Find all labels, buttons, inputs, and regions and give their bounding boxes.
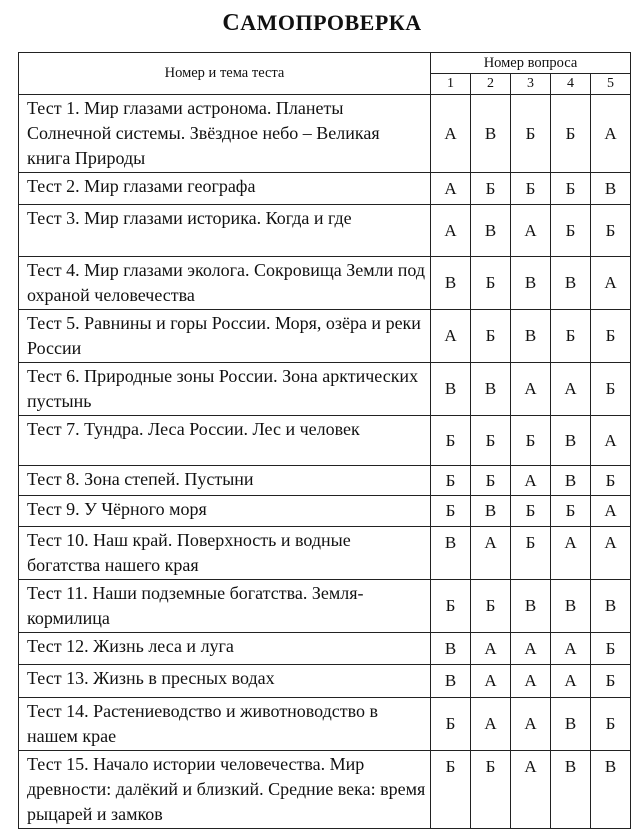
table-row bbox=[19, 257, 631, 310]
answer-cell: А bbox=[511, 205, 551, 257]
page-title: САМОПРОВЕРКА bbox=[222, 10, 422, 36]
table-row bbox=[19, 698, 631, 751]
question-number-3: 3 bbox=[511, 74, 551, 95]
table-row bbox=[19, 751, 631, 829]
answer-cell: Б bbox=[511, 95, 551, 173]
answer-cell: В bbox=[431, 527, 471, 580]
test-topic: Тест 6. Природные зоны России. Зона арктических пустынь bbox=[19, 363, 431, 416]
answer-cell: Б bbox=[591, 205, 631, 257]
answer-cell: Б bbox=[431, 751, 471, 829]
answer-cell: А bbox=[431, 310, 471, 363]
answer-cell: А bbox=[511, 363, 551, 416]
table-row bbox=[19, 580, 631, 633]
test-topic: Тест 10. Наш край. Поверхность и водные богатства нашего края bbox=[19, 527, 431, 580]
answer-cell: Б bbox=[591, 363, 631, 416]
answer-cell: А bbox=[511, 751, 551, 829]
answer-cell: А bbox=[431, 95, 471, 173]
table-row bbox=[19, 173, 631, 205]
test-topic: Тест 7. Тундра. Леса России. Лес и человек bbox=[19, 416, 431, 466]
answer-cell: Б bbox=[431, 416, 471, 466]
question-number-5: 5 bbox=[591, 74, 631, 95]
answer-cell: В bbox=[431, 257, 471, 310]
answer-cell: Б bbox=[431, 698, 471, 751]
answer-cell: В bbox=[471, 205, 511, 257]
answer-cell: Б bbox=[591, 466, 631, 496]
answer-cell: А bbox=[471, 665, 511, 698]
answer-cell: А bbox=[591, 527, 631, 580]
test-topic: Тест 12. Жизнь леса и луга bbox=[19, 633, 431, 665]
table-row bbox=[19, 95, 631, 173]
answer-table bbox=[18, 52, 631, 829]
answer-cell: А bbox=[591, 416, 631, 466]
answer-cell: А bbox=[431, 205, 471, 257]
answer-cell: В bbox=[471, 496, 511, 527]
answer-cell: В bbox=[591, 751, 631, 829]
test-topic: Тест 13. Жизнь в пресных водах bbox=[19, 665, 431, 698]
table-row bbox=[19, 527, 631, 580]
answer-cell: В bbox=[471, 363, 511, 416]
answer-cell: Б bbox=[591, 633, 631, 665]
answer-cell: В bbox=[591, 580, 631, 633]
answer-cell: Б bbox=[471, 173, 511, 205]
answer-cell: В bbox=[551, 257, 591, 310]
answer-cell: Б bbox=[431, 496, 471, 527]
test-topic: Тест 3. Мир глазами историка. Когда и где bbox=[19, 205, 431, 257]
table-row bbox=[19, 466, 631, 496]
answer-cell: Б bbox=[551, 310, 591, 363]
answer-cell: Б bbox=[431, 580, 471, 633]
answer-cell: А bbox=[591, 496, 631, 527]
table-row bbox=[19, 416, 631, 466]
answer-cell: А bbox=[511, 466, 551, 496]
answer-cell: Б bbox=[551, 95, 591, 173]
test-topic: Тест 14. Растениеводство и животноводство в нашем крае bbox=[19, 698, 431, 751]
answer-cell: Б bbox=[551, 496, 591, 527]
answer-cell: А bbox=[551, 363, 591, 416]
answer-cell: Б bbox=[511, 527, 551, 580]
answer-cell: В bbox=[511, 257, 551, 310]
table-row bbox=[19, 363, 631, 416]
answer-cell: В bbox=[551, 751, 591, 829]
test-topic: Тест 9. У Чёрного моря bbox=[19, 496, 431, 527]
answer-cell: В bbox=[431, 665, 471, 698]
test-topic: Тест 4. Мир глазами эколога. Сокровища Земли под охраной человечества bbox=[19, 257, 431, 310]
answer-cell: В bbox=[431, 633, 471, 665]
answer-cell: Б bbox=[471, 580, 511, 633]
answer-cell: Б bbox=[431, 466, 471, 496]
answer-cell: А bbox=[551, 665, 591, 698]
answer-cell: А bbox=[471, 633, 511, 665]
answer-cell: Б bbox=[591, 310, 631, 363]
answer-cell: А bbox=[551, 633, 591, 665]
question-number-1: 1 bbox=[431, 74, 471, 95]
answer-cell: А bbox=[471, 698, 511, 751]
test-topic: Тест 1. Мир глазами астронома. Планеты Солнечной системы. Звёздное небо – Великая книга Природы bbox=[19, 95, 431, 173]
table-row bbox=[19, 665, 631, 698]
answer-cell: В bbox=[471, 95, 511, 173]
question-number-header: Номер вопроса bbox=[431, 53, 631, 74]
answer-cell: А bbox=[511, 698, 551, 751]
answer-cell: Б bbox=[471, 751, 511, 829]
answer-cell: А bbox=[431, 173, 471, 205]
test-topic: Тест 11. Наши подземные богатства. Земля-кормилица bbox=[19, 580, 431, 633]
answer-cell: В bbox=[591, 173, 631, 205]
answer-cell: В bbox=[551, 466, 591, 496]
answer-cell: А bbox=[471, 527, 511, 580]
answer-cell: В bbox=[551, 416, 591, 466]
test-topic: Тест 2. Мир глазами географа bbox=[19, 173, 431, 205]
table-row bbox=[19, 310, 631, 363]
answer-cell: А bbox=[551, 527, 591, 580]
question-number-2: 2 bbox=[471, 74, 511, 95]
answer-cell: Б bbox=[471, 416, 511, 466]
answer-cell: В bbox=[431, 363, 471, 416]
answer-cell: Б bbox=[471, 466, 511, 496]
answer-cell: В bbox=[511, 580, 551, 633]
question-number-4: 4 bbox=[551, 74, 591, 95]
table-row bbox=[19, 496, 631, 527]
answer-cell: А bbox=[511, 633, 551, 665]
answer-cell: Б bbox=[511, 416, 551, 466]
answer-cell: В bbox=[551, 698, 591, 751]
test-topic: Тест 15. Начало истории человечества. Мир древности: далёкий и близкий. Средние века: время рыцарей и замков bbox=[19, 751, 431, 829]
answer-cell: А bbox=[591, 257, 631, 310]
answer-cell: Б bbox=[551, 173, 591, 205]
answer-cell: А bbox=[511, 665, 551, 698]
table-row bbox=[19, 205, 631, 257]
answer-cell: Б bbox=[471, 310, 511, 363]
answer-cell: Б bbox=[511, 173, 551, 205]
answer-cell: Б bbox=[511, 496, 551, 527]
answer-cell: В bbox=[511, 310, 551, 363]
answer-cell: Б bbox=[591, 698, 631, 751]
test-topic: Тест 5. Равнины и горы России. Моря, озёра и реки России bbox=[19, 310, 431, 363]
table-row bbox=[19, 633, 631, 665]
answer-cell: Б bbox=[471, 257, 511, 310]
test-topic: Тест 8. Зона степей. Пустыни bbox=[19, 466, 431, 496]
answer-cell: Б bbox=[551, 205, 591, 257]
answer-cell: А bbox=[591, 95, 631, 173]
topic-column-header: Номер и тема теста bbox=[19, 53, 431, 95]
answer-cell: Б bbox=[591, 665, 631, 698]
answer-cell: В bbox=[551, 580, 591, 633]
